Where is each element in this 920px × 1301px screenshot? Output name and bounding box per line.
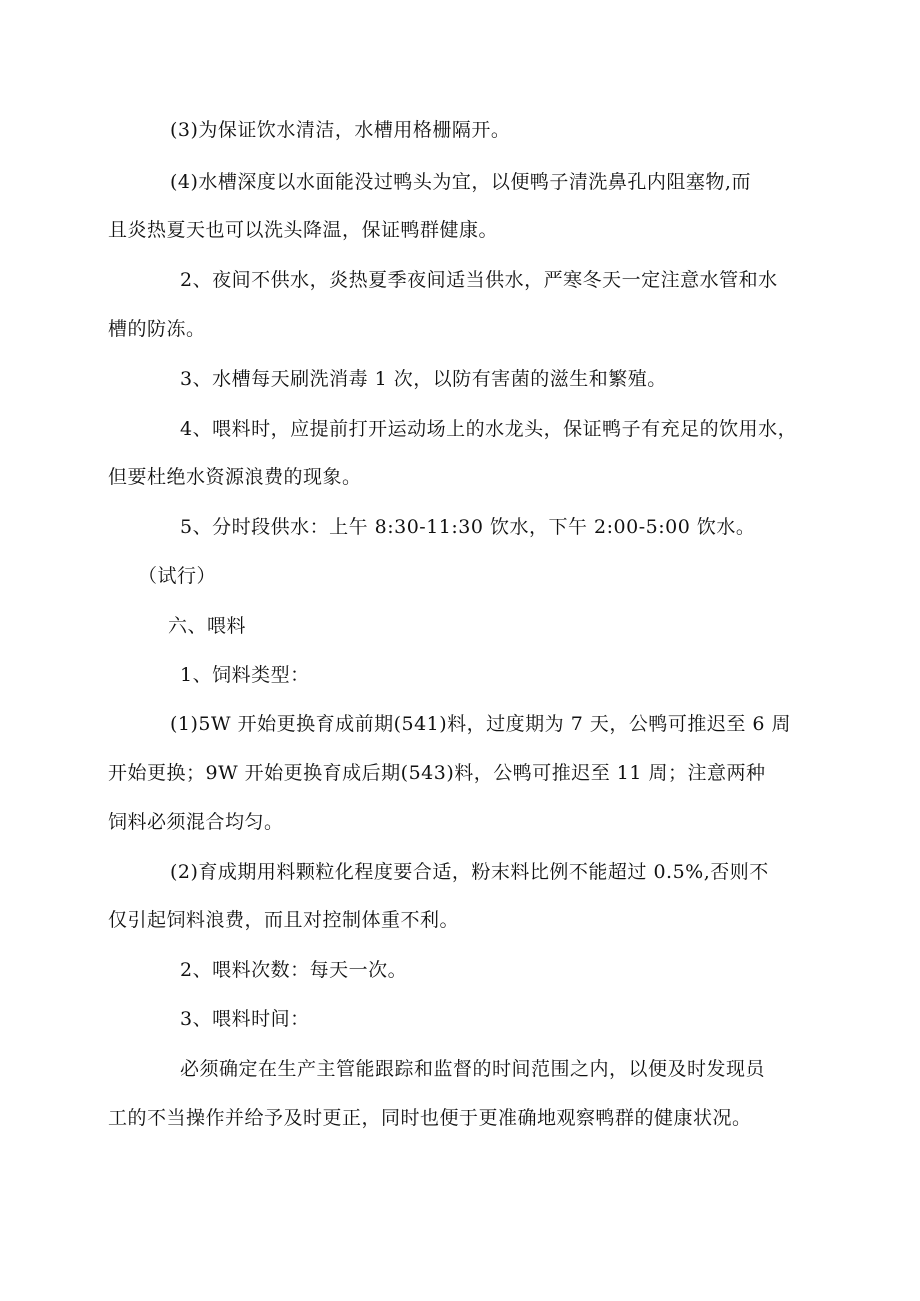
paragraph-line: 5、分时段供水：上午 8:30-11:30 饮水，下午 2:00-5:00 饮水。 — [180, 516, 756, 538]
paragraph-line: 开始更换；9W 开始更换育成后期(543)料，公鸭可推迟至 11 周；注意两种 — [108, 762, 766, 784]
paragraph-line: 且炎热夏天也可以洗头降温，保证鸭群健康。 — [108, 219, 499, 241]
paragraph-line: （试行） — [138, 565, 217, 587]
paragraph-line: (2)育成期用料颗粒化程度要合适，粉末料比例不能超过 0.5%,否则不 — [170, 861, 769, 883]
paragraph-line: 1、饲料类型： — [180, 664, 310, 686]
paragraph-line: 2、夜间不供水，炎热夏季夜间适当供水，严寒冬天一定注意水管和水 — [180, 269, 778, 291]
paragraph-line: (3)为保证饮水清洁，水槽用格栅隔开。 — [170, 119, 511, 141]
paragraph-line: 2、喂料次数：每天一次。 — [180, 959, 408, 981]
paragraph-line: 3、喂料时间： — [180, 1008, 310, 1030]
paragraph-line: (1)5W 开始更换育成前期(541)料，过度期为 7 天，公鸭可推迟至 6 周 — [170, 713, 791, 735]
paragraph-line: 槽的防冻。 — [108, 318, 206, 340]
paragraph-line: 工的不当操作并给予及时更正，同时也便于更准确地观察鸭群的健康状况。 — [108, 1107, 752, 1129]
paragraph-line: 但要杜绝水资源浪费的现象。 — [108, 466, 362, 488]
paragraph-line: 必须确定在生产主管能跟踪和监督的时间范围之内，以便及时发现员 — [180, 1058, 766, 1080]
paragraph-line: (4)水槽深度以水面能没过鸭头为宜，以便鸭子清洗鼻孔内阻塞物,而 — [170, 171, 751, 193]
paragraph-line: 饲料必须混合均匀。 — [108, 811, 284, 833]
paragraph-line: 4、喂料时，应提前打开运动场上的水龙头，保证鸭子有充足的饮用水， — [180, 418, 798, 440]
paragraph-line: 仅引起饲料浪费，而且对控制体重不利。 — [108, 909, 460, 931]
section-heading: 六、喂料 — [168, 615, 247, 637]
paragraph-line: 3、水槽每天刷洗消毒 1 次，以防有害菌的滋生和繁殖。 — [180, 368, 667, 390]
